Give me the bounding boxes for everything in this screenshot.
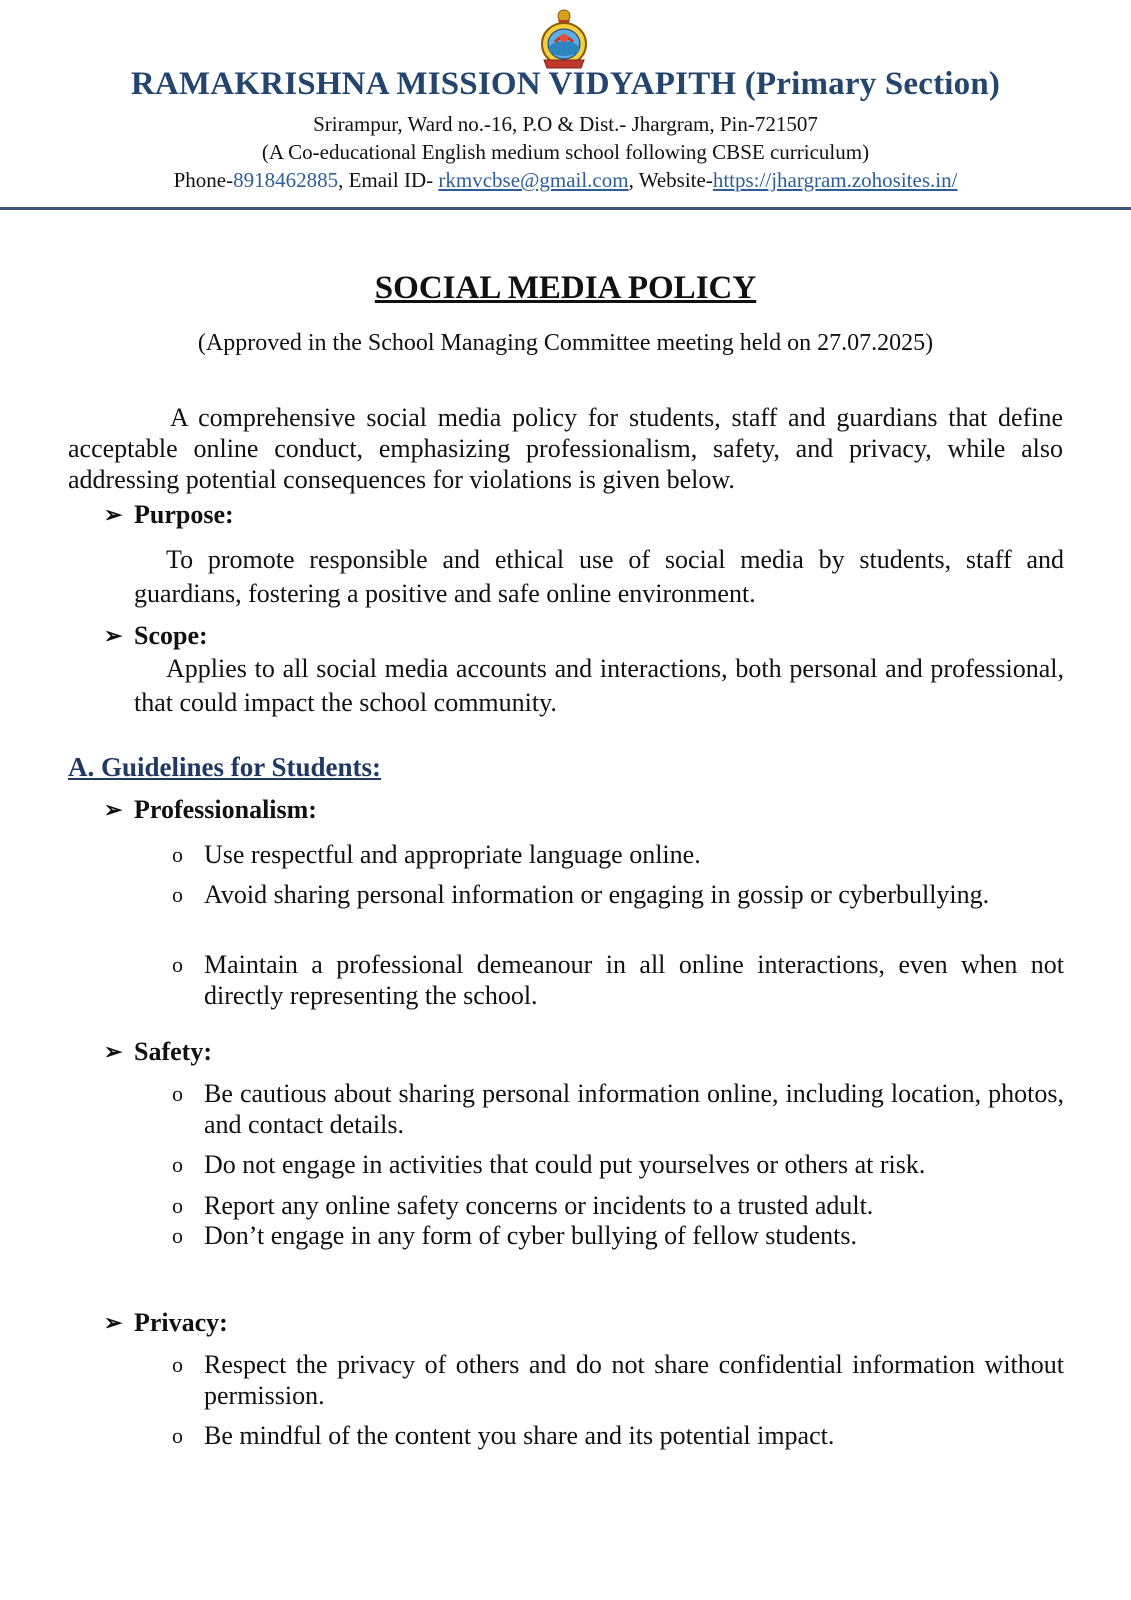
circle-bullet-icon: o: [172, 842, 183, 867]
header-divider: [0, 207, 1131, 210]
school-name: RAMAKRISHNA MISSION VIDYAPITH (Primary Section): [130, 66, 1001, 102]
email-label: , Email ID-: [338, 168, 439, 192]
circle-bullet-icon: o: [172, 882, 183, 907]
purpose-heading: Purpose:: [134, 500, 234, 529]
list-item-text: Avoid sharing personal information or engaging in gossip or cyberbullying.: [204, 880, 990, 909]
list-item-text: Do not engage in activities that could put yourselves or others at risk.: [204, 1150, 926, 1179]
circle-bullet-icon: o: [172, 1193, 183, 1218]
policy-title: SOCIAL MEDIA POLICY: [374, 270, 757, 306]
phone-number[interactable]: 8918462885: [233, 168, 339, 192]
list-item: [172, 1190, 1064, 1221]
list-item-text: Use respectful and appropriate language online.: [204, 840, 701, 869]
scope-heading-row: [104, 621, 208, 651]
list-item-text: Respect the privacy of others and do not share confidential information without permission.: [204, 1350, 1064, 1410]
school-emblem-icon: [535, 8, 593, 72]
circle-bullet-icon: o: [172, 1223, 183, 1248]
professionalism-heading: Professionalism:: [134, 795, 317, 824]
arrow-bullet-icon: ➢: [104, 1039, 123, 1064]
arrow-bullet-icon: ➢: [104, 1310, 123, 1335]
circle-bullet-icon: o: [172, 1081, 183, 1106]
intro-paragraph: A comprehensive social media policy for students, staff and guardians that define acceptable online conduct, emphasizing professionalism, safety, and privacy, while also addressing potential consequences for violations is given below.: [68, 403, 1063, 494]
list-item: [172, 879, 1064, 910]
safety-heading: Safety:: [134, 1037, 212, 1066]
list-item: [172, 839, 1064, 870]
contact-line: [0, 168, 1131, 193]
website-link[interactable]: https://jhargram.zohosites.in/: [712, 168, 958, 192]
purpose-text: To promote responsible and ethical use of social media by students, staff and guardians, fostering a positive and safe online environment.: [134, 545, 1064, 608]
list-item: [172, 1149, 1064, 1180]
list-item: [172, 1078, 1064, 1140]
list-item-text: Report any online safety concerns or incidents to a trusted adult.: [204, 1191, 874, 1220]
list-item: [172, 949, 1064, 1011]
website-label: , Website-: [628, 168, 713, 192]
approval-note: (Approved in the School Managing Committee meeting held on 27.07.2025): [197, 330, 934, 356]
list-item-text: Don’t engage in any form of cyber bullying of fellow students.: [204, 1221, 857, 1250]
arrow-bullet-icon: ➢: [104, 623, 123, 648]
arrow-bullet-icon: ➢: [104, 502, 123, 527]
privacy-heading: Privacy:: [134, 1308, 228, 1337]
purpose-heading-row: [104, 500, 234, 530]
list-item: [172, 1349, 1064, 1411]
arrow-bullet-icon: ➢: [104, 797, 123, 822]
phone-label: Phone-: [173, 168, 234, 192]
list-item-text: Maintain a professional demeanour in all online interactions, even when not directly representing the school.: [204, 950, 1064, 1010]
professionalism-heading-row: [104, 795, 317, 825]
list-item-text: Be mindful of the content you share and its potential impact.: [204, 1421, 835, 1450]
list-item-text: Be cautious about sharing personal information online, including location, photos, and contact details.: [204, 1079, 1064, 1139]
section-a-heading: A. Guidelines for Students:: [68, 752, 382, 782]
school-description: (A Co-educational English medium school following CBSE curriculum): [261, 140, 870, 164]
scope-text: Applies to all social media accounts and interactions, both personal and professional, that could impact the school community.: [134, 654, 1064, 717]
safety-heading-row: [104, 1037, 212, 1067]
school-address: Srirampur, Ward no.-16, P.O & Dist.- Jhargram, Pin-721507: [313, 112, 818, 136]
circle-bullet-icon: o: [172, 1152, 183, 1177]
list-item: [172, 1220, 1064, 1251]
circle-bullet-icon: o: [172, 952, 183, 977]
circle-bullet-icon: o: [172, 1423, 183, 1448]
privacy-heading-row: [104, 1308, 228, 1338]
list-item: [172, 1420, 1064, 1451]
scope-heading: Scope:: [134, 621, 208, 650]
circle-bullet-icon: o: [172, 1352, 183, 1377]
email-link[interactable]: rkmvcbse@gmail.com: [438, 168, 629, 192]
